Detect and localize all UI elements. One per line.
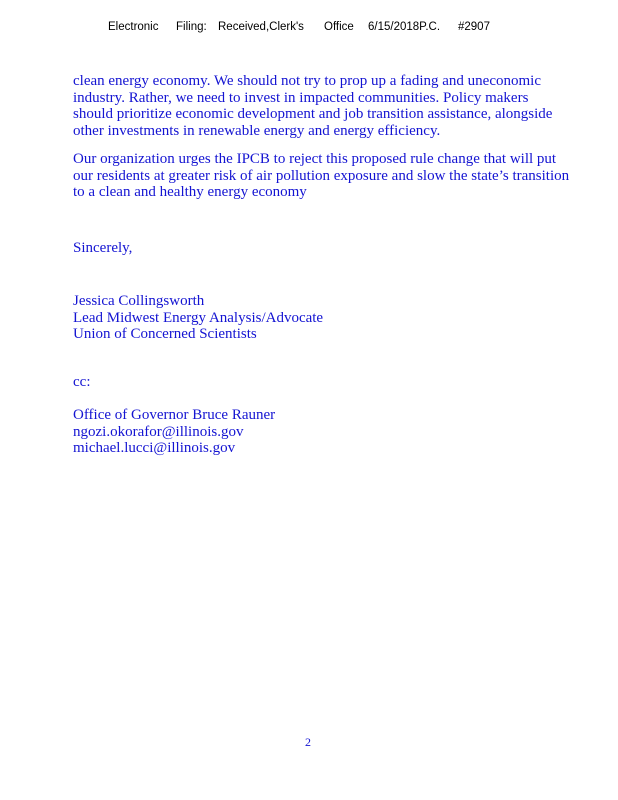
page-number: 2 (305, 735, 311, 749)
paragraph-line: other investments in renewable energy and energy efficiency. (73, 122, 441, 139)
cc-list (73, 407, 593, 457)
cc-label: cc: (73, 374, 91, 390)
header-office: Office (324, 21, 354, 33)
paragraph-recommendation (73, 151, 593, 201)
header-electronic: Electronic (108, 21, 159, 33)
signer-title: Lead Midwest Energy Analysis/Advocate (73, 309, 324, 326)
signer-name: Jessica Collingsworth (73, 293, 205, 309)
signature-block (73, 293, 593, 343)
cc-email: michael.lucci@illinois.gov (73, 440, 236, 456)
header-number: #2907 (458, 21, 490, 33)
paragraph-line: Our organization urges the IPCB to reject this proposed rule change that will put (73, 151, 557, 167)
cc-email: ngozi.okorafor@illinois.gov (73, 423, 244, 440)
paragraph-line: our residents at greater risk of air pollution exposure and slow the state’s transition (73, 167, 570, 184)
paragraph-investment (73, 73, 593, 139)
cc-recipient: Office of Governor Bruce Rauner (73, 407, 276, 423)
closing-salutation: Sincerely, (73, 240, 133, 256)
header-date: 6/15/2018P.C. (368, 21, 441, 33)
paragraph-line: clean energy economy. We should not try to prop up a fading and uneconomic (73, 73, 541, 89)
paragraph-line: industry. Rather, we need to invest in impacted communities. Policy makers (73, 89, 529, 106)
signer-organization: Union of Concerned Scientists (73, 326, 257, 342)
header-filing: Filing: (176, 21, 207, 33)
paragraph-line: should prioritize economic development and job transition assistance, alongside (73, 106, 553, 122)
paragraph-line: to a clean and healthy energy economy (73, 184, 307, 200)
header-received: Received,Clerk's (218, 21, 304, 33)
